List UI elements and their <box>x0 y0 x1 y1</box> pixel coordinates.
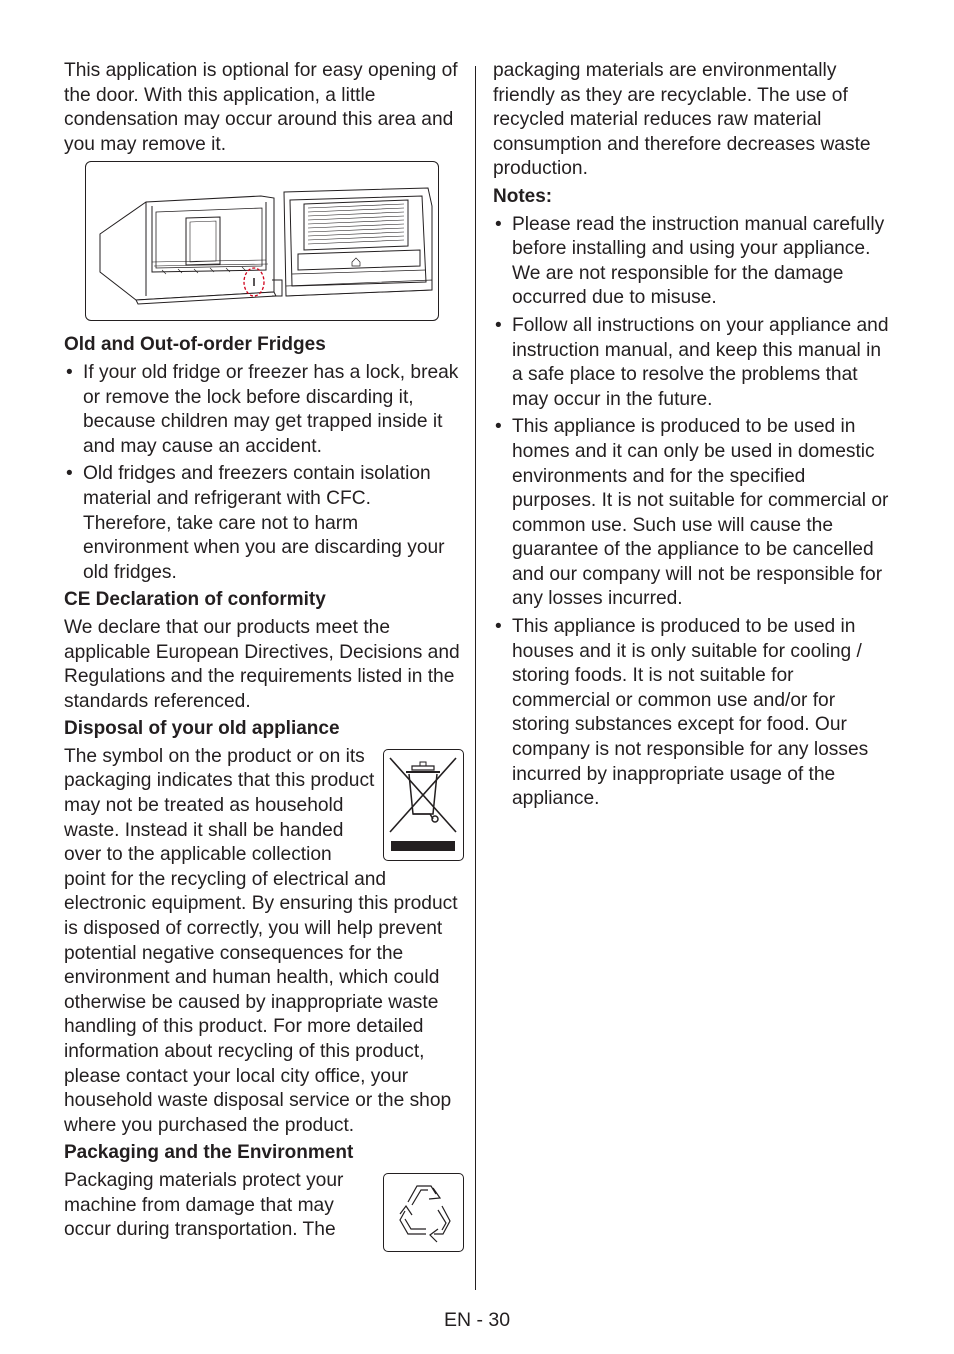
recycle-arrows-icon <box>383 1173 464 1252</box>
left-column <box>64 59 464 1254</box>
list-item: • This appliance is produced to be used in homes and it can only be used in domestic environments and for the specified purposes. It is not suitable for commercial or common use. Such use will cause the guarantee of the appliance to be cancelled and our company will not be responsible for any losses incurred. <box>493 415 893 612</box>
old-fridges-list <box>64 361 464 585</box>
list-item: • Old fridges and freezers contain isolation material and refrigerant with CFC. Therefore, take care not to harm environment when you are discarding your old fridges. <box>64 462 464 585</box>
list-item: • If your old fridge or freezer has a lock, break or remove the lock before discarding it, because children may get trapped inside it and may cause an accident. <box>64 361 464 459</box>
list-item: • Please read the instruction manual carefully before installing and using your appliance. We are not responsible for the damage occurred due to misuse. <box>493 213 893 311</box>
packaging-paragraph: Packaging materials protect your machine from damage that may occur during transportation. The <box>64 1169 344 1241</box>
list-item: • This appliance is produced to be used in houses and it is only suitable for cooling / storing foods. It is not suitable for commercial or common use and/or for storing substances except for food. Our company is not responsible for any losses incurred by inappropriate usage of the appliance. <box>493 615 893 812</box>
packaging-section <box>64 1169 464 1243</box>
page-number: EN - 30 <box>443 1309 511 1331</box>
fridge-door-illustration <box>85 161 439 321</box>
disposal-paragraph: The symbol on the product or on its packaging indicates that this product may not be treated as household waste. Instead it shall be handed over to the applicable collection point for the recycling of electrical and electronic equipment. By ensuring this product is disposed of correctly, you will help prevent potential negative consequences for the environment and human health, which could otherwise be caused by inappropriate waste handling of this product. For more detailed information about recycling of this product, please contact your local city office, your household waste disposal service or the shop where you purchased the product. <box>64 745 458 1136</box>
packaging-heading: Packaging and the Environment <box>64 1142 354 1164</box>
ce-heading: CE Declaration of conformity <box>64 589 326 611</box>
old-fridges-heading: Old and Out-of-order Fridges <box>64 334 326 356</box>
packaging-continued-paragraph: packaging materials are environmentally friendly as they are recyclable. The use of recycled material reduces raw material consumption and therefore decreases waste production. <box>493 60 871 180</box>
ce-paragraph: We declare that our products meet the applicable European Directives, Decisions and Regulations and the requirements listed in the standards referenced. <box>64 616 460 712</box>
notes-list <box>493 213 893 812</box>
crossed-out-wheelie-bin-icon <box>383 749 464 861</box>
disposal-section <box>64 745 464 1139</box>
disposal-heading: Disposal of your old appliance <box>64 718 340 740</box>
right-column <box>493 59 893 812</box>
notes-heading: Notes: <box>493 185 553 207</box>
intro-paragraph: This application is optional for easy opening of the door. With this application, a little condensation may occur around this area and you may remove it. <box>64 60 458 155</box>
list-item: • Follow all instructions on your appliance and instruction manual, and keep this manual in a safe place to resolve the problems that may occur in the future. <box>493 314 893 412</box>
column-divider <box>475 66 476 1290</box>
